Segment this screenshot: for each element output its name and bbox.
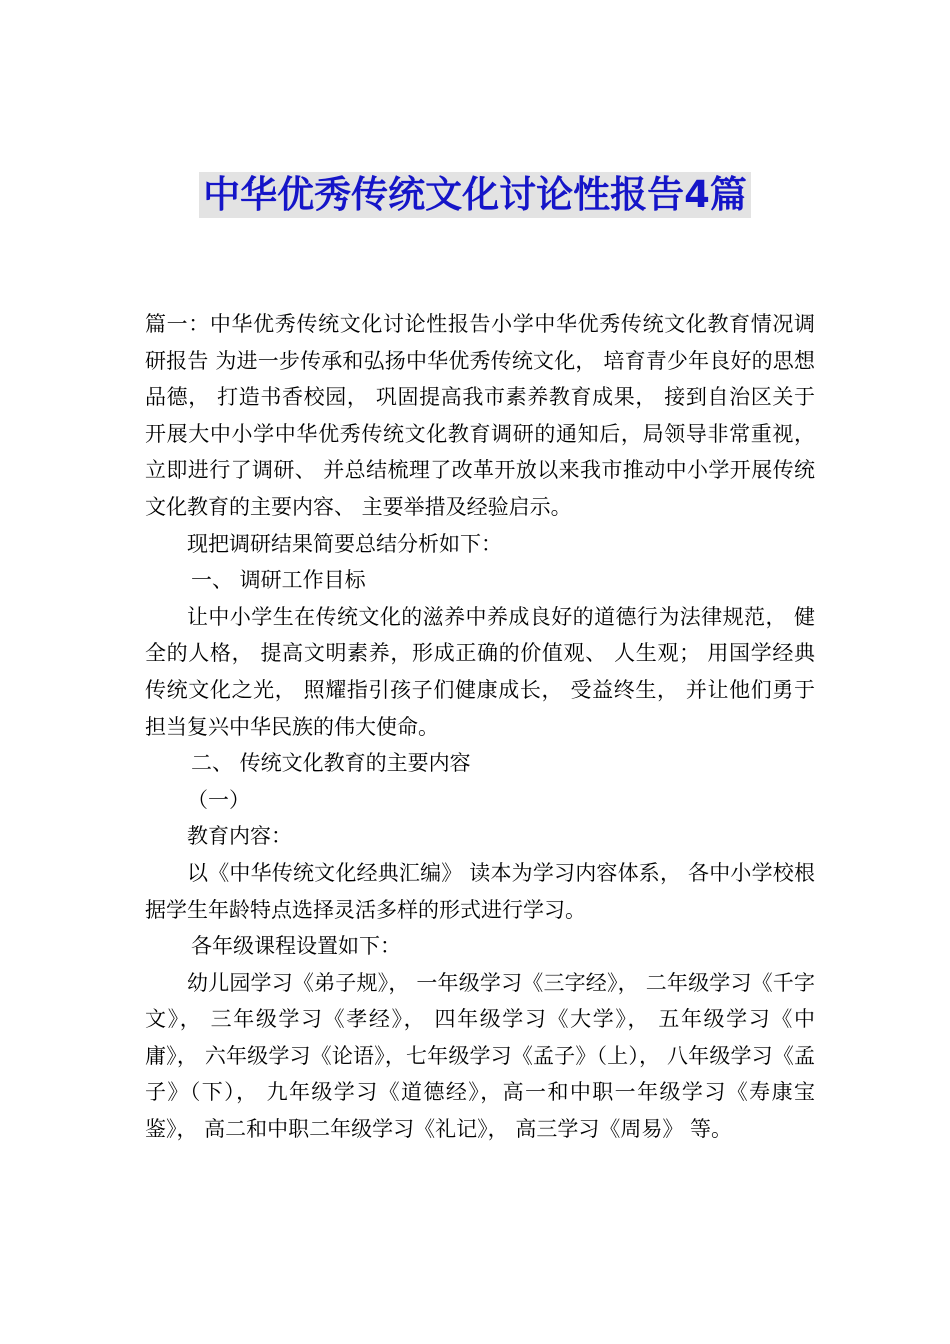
paragraph-curriculum-list: 幼儿园学习《弟子规》， 一年级学习《三字经》， 二年级学习《千字文》， 三年级学习《孝经》， 四年级学习《大学》， 五年级学习《中庸》， 六年级学习《论语》，七年级学习《孟子》（上）， 八年级学习《孟子》（下）， 九年级学习《道德经》，高一和中职一年级学习《寿康宝鉴》， 高二和中职二年级学习《礼记》， 高三学习《周易》 等。: [145, 970, 815, 1142]
section-heading-goal: 一、 调研工作目标: [191, 568, 366, 593]
paragraph-summary-lead: 现把调研结果简要总结分析如下：: [187, 531, 502, 556]
paragraph-goal: 让中小学生在传统文化的滋养中养成良好的道德行为法律规范， 健全的人格， 提高文明素养，形成正确的价值观、 人生观； 用国学经典传统文化之光， 照耀指引孩子们健康成长， 受益终生， 并让他们勇于担当复兴中华民族的伟大使命。: [145, 604, 815, 739]
subsection-heading-education-content: 教育内容：: [187, 824, 292, 849]
document-body: [145, 306, 815, 1148]
title-container: [0, 172, 950, 218]
document-title: 中华优秀传统文化讨论性报告4篇: [199, 172, 751, 218]
paragraph-textbook: 以《中华传统文化经典汇编》 读本为学习内容体系， 各中小学校根据学生年龄特点选择灵活多样的形式进行学习。: [145, 860, 815, 922]
paragraph-curriculum-lead: 各年级课程设置如下：: [191, 934, 401, 959]
section-heading-content: 二、 传统文化教育的主要内容: [191, 751, 471, 776]
paragraph-intro: 篇一：中华优秀传统文化讨论性报告小学中华优秀传统文化教育情况调研报告 为进一步传承和弘扬中华优秀传统文化， 培育青少年良好的思想品德， 打造书香校园， 巩固提高我市素养教育成果， 接到自治区关于开展大中小学中华优秀传统文化教育调研的通知后，局领导非常重视， 立即进行了调研、 并总结梳理了改革开放以来我市推动中小学开展传统文化教育的主要内容、 主要举措及经验启示。: [145, 312, 815, 519]
subsection-number: （一）: [187, 787, 250, 812]
